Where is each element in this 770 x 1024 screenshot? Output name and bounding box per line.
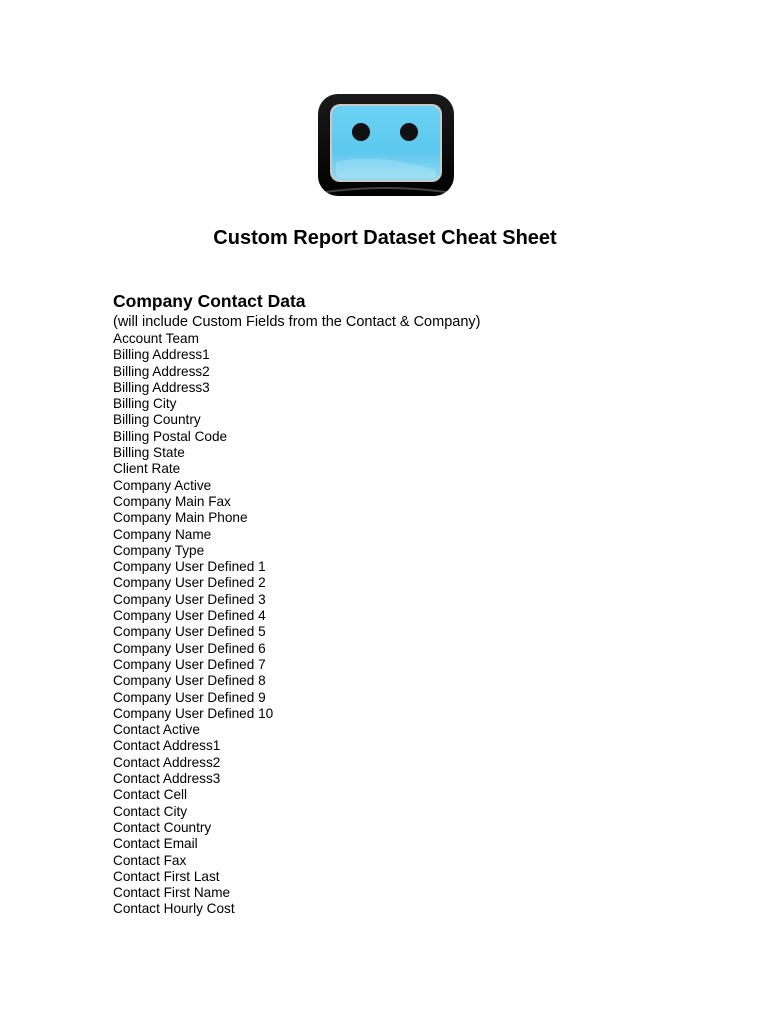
robot-face-logo-icon xyxy=(316,92,456,198)
field-list-item: Company User Defined 4 xyxy=(113,608,266,624)
field-list-item: Billing City xyxy=(113,396,177,412)
field-list-item: Company Main Phone xyxy=(113,510,248,526)
field-list-item: Billing State xyxy=(113,445,185,461)
field-list-item: Company User Defined 8 xyxy=(113,673,266,689)
field-list-item: Company Type xyxy=(113,542,205,558)
field-list-item: Account Team xyxy=(113,331,199,346)
field-list-item: Company User Defined 5 xyxy=(113,624,266,640)
field-list-item: Company User Defined 10 xyxy=(113,705,274,721)
field-list-item: Contact Country xyxy=(113,819,212,835)
company-contact-section xyxy=(113,290,733,918)
field-list-item: Contact Hourly Cost xyxy=(113,901,235,917)
field-list-item: Contact First Name xyxy=(113,885,231,901)
field-list-item: Billing Postal Code xyxy=(113,428,228,444)
field-list-item: Company Main Fax xyxy=(113,493,231,509)
field-list-item: Company User Defined 7 xyxy=(113,656,266,672)
field-list-item: Contact First Last xyxy=(113,868,220,884)
field-list-item: Billing Address3 xyxy=(113,379,210,395)
field-list-item: Contact Fax xyxy=(113,852,187,868)
field-list-item: Contact Email xyxy=(113,836,198,852)
field-list-item: Company Active xyxy=(113,477,212,493)
field-list-item: Billing Country xyxy=(113,412,201,428)
field-list-item: Company User Defined 3 xyxy=(113,591,266,607)
section-note: (will include Custom Fields from the Contact & Company) xyxy=(113,314,481,330)
field-list-item: Contact Address1 xyxy=(113,738,221,754)
field-list-item: Contact Address3 xyxy=(113,771,221,787)
field-list-item: Contact Cell xyxy=(113,787,188,803)
field-list-item: Contact Active xyxy=(113,722,200,738)
field-list-item: Contact City xyxy=(113,803,188,819)
section-heading: Company Contact Data xyxy=(113,291,306,311)
field-list-item: Contact Address2 xyxy=(113,754,221,770)
field-list-item: Company User Defined 6 xyxy=(113,640,266,656)
field-list xyxy=(113,331,733,918)
field-list-item: Company User Defined 1 xyxy=(113,559,266,575)
document-title: Custom Report Dataset Cheat Sheet xyxy=(213,227,557,249)
field-list-item: Billing Address1 xyxy=(113,347,210,363)
field-list-item: Company User Defined 2 xyxy=(113,575,266,591)
field-list-item: Company User Defined 9 xyxy=(113,689,266,705)
field-list-item: Company Name xyxy=(113,526,212,542)
field-list-item: Client Rate xyxy=(113,461,181,477)
field-list-item: Billing Address2 xyxy=(113,363,210,379)
